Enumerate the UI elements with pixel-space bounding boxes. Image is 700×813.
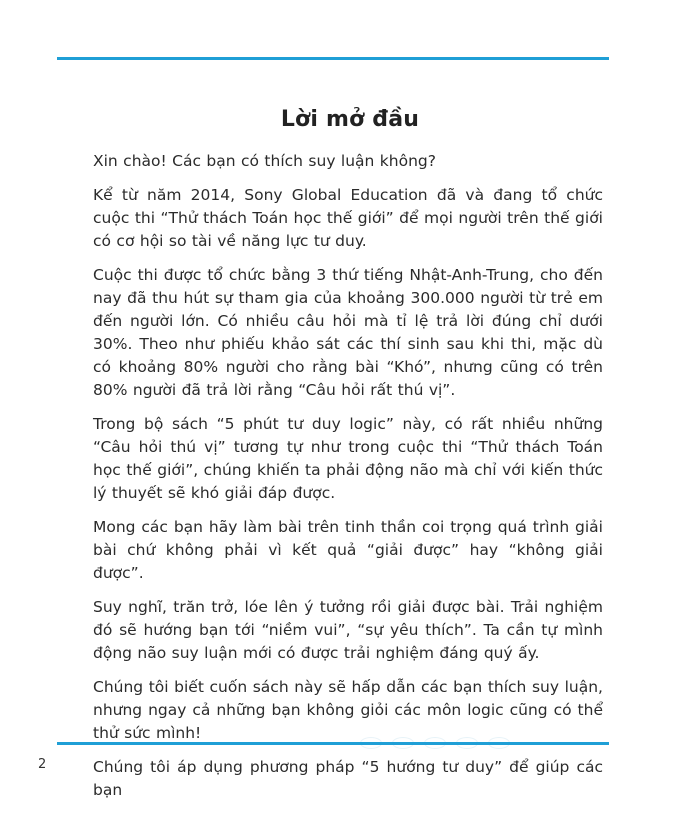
top-divider [57,57,609,60]
paragraph-6: Suy nghĩ, trăn trở, lóe lên ý tưởng rồi giải được bài. Trải nghiệm đó sẽ hướng bạn tới “niềm vui”, “sự yêu thích”. Ta cần tự mình động não suy luận mới có được trải nghiệm đáng quý ấy. [93,598,603,662]
page-title: Lời mở đầu [280,106,420,132]
paragraph-8: Chúng tôi áp dụng phương pháp “5 hướng tư duy” để giúp các bạn [93,758,603,799]
paragraph-5: Mong các bạn hãy làm bài trên tinh thần coi trọng quá trình giải bài chứ không phải vì kết quả “giải được” hay “không giải được”. [93,518,603,582]
page-number: 2 [38,757,47,772]
bottom-divider [57,742,609,745]
paragraph-4: Trong bộ sách “5 phút tư duy logic” này, có rất nhiều những “Câu hỏi thú vị” tương tự như trong cuộc thi “Thử thách Toán học thế giới”, chúng khiến ta phải động não mà chỉ với kiến thức lý thuyết sẽ khó giải đáp được. [93,415,603,502]
paragraph-3: Cuộc thi được tổ chức bằng 3 thứ tiếng Nhật-Anh-Trung, cho đến nay đã thu hút sự tham gia của khoảng 300.000 người từ trẻ em đến người lớn. Có nhiều câu hỏi mà tỉ lệ trả lời đúng chỉ dưới 30%. Theo như phiếu khảo sát các thí sinh sau khi thi, mặc dù có khoảng 80% người cho rằng bài “Khó”, nhưng cũng có trên 80% người đã trả lời rằng “Câu hỏi rất thú vị”. [93,266,603,399]
paragraph-7: Chúng tôi biết cuốn sách này sẽ hấp dẫn các bạn thích suy luận, nhưng ngay cả những bạn không giỏi các môn logic cũng có thể thử sức mình! [93,678,603,742]
paragraph-2: Kể từ năm 2014, Sony Global Education đã và đang tổ chức cuộc thi “Thử thách Toán học thế giới” để mọi người trên thế giới có cơ hội so tài về năng lực tư duy. [93,186,603,250]
body-text [93,150,603,813]
paragraph-1: Xin chào! Các bạn có thích suy luận không? [93,152,436,170]
